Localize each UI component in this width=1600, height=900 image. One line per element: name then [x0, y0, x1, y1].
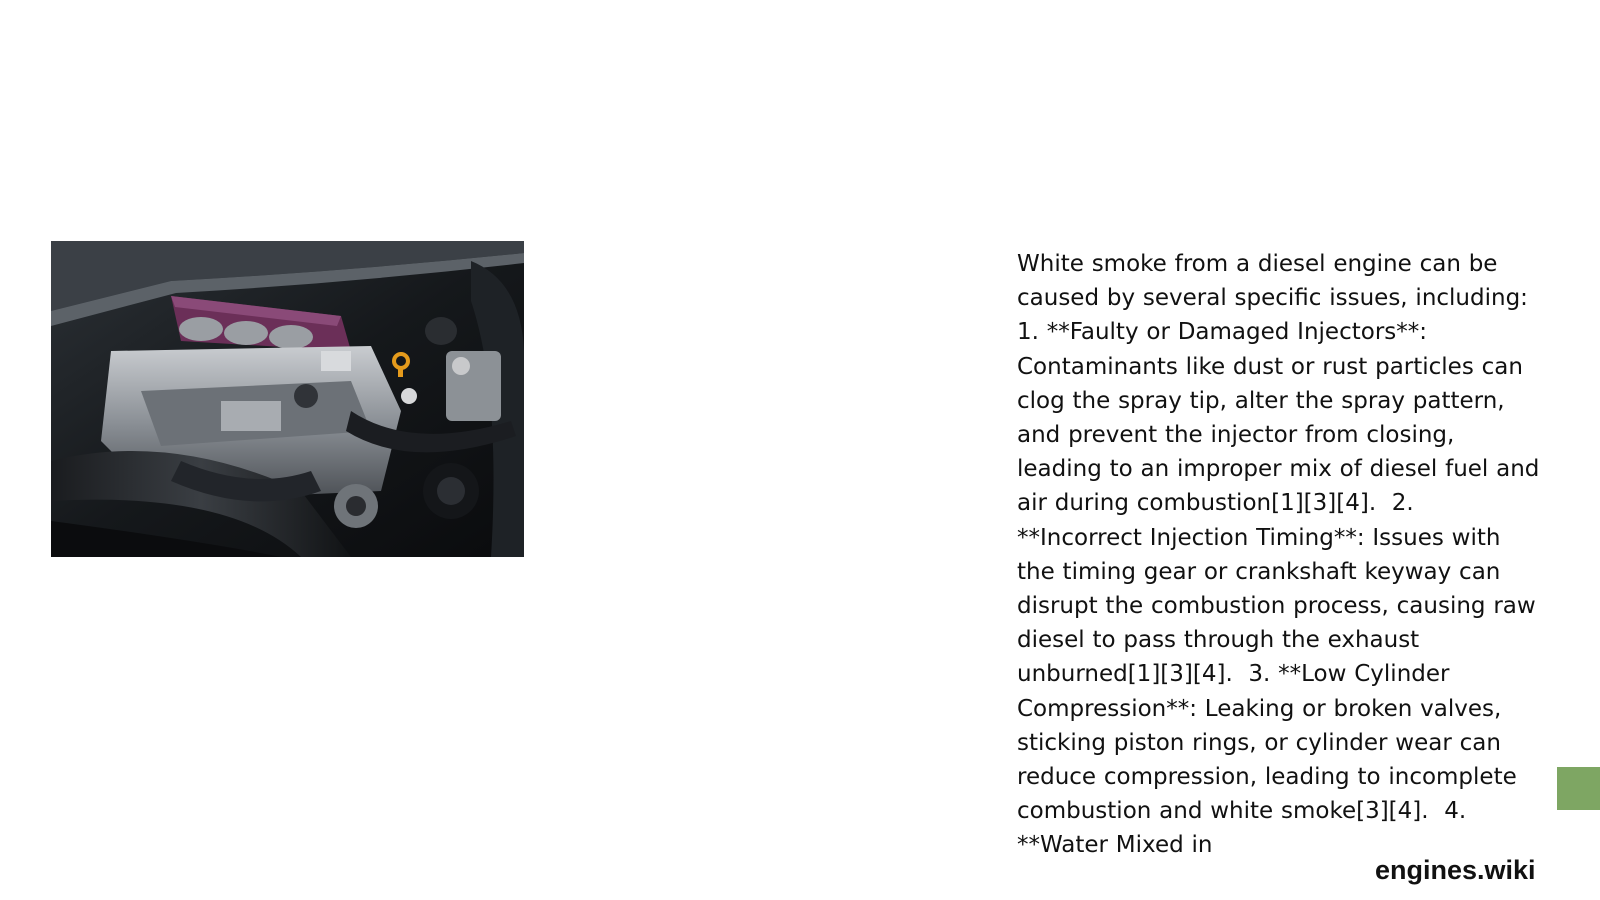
accent-block [1557, 767, 1600, 810]
engine-bay-photo [51, 241, 524, 557]
brand-mark: engines.wiki [1375, 855, 1536, 885]
body-text: White smoke from a diesel engine can be caused by several specific issues, including: 1. **Faulty or Damaged Injectors**: Contaminants like dust or rust particles can clog the spray tip, alter the spray pattern, and prevent the injector from closing, leading to an improper mix of diesel fuel and air during combustion[1][3][4]. 2. **Incorrect Injection Timing**: Issues with the timing gear or crankshaft keyway can disrupt the combustion process, causing raw diesel to pass through the exhaust unburned[1][3][4]. 3. **Low Cylinder Compression**: Leaking or broken valves, sticking piston rings, or cylinder wear can reduce compression, leading to incomplete combustion and white smoke[3][4]. 4. **Water Mixed in [1017, 251, 1548, 859]
